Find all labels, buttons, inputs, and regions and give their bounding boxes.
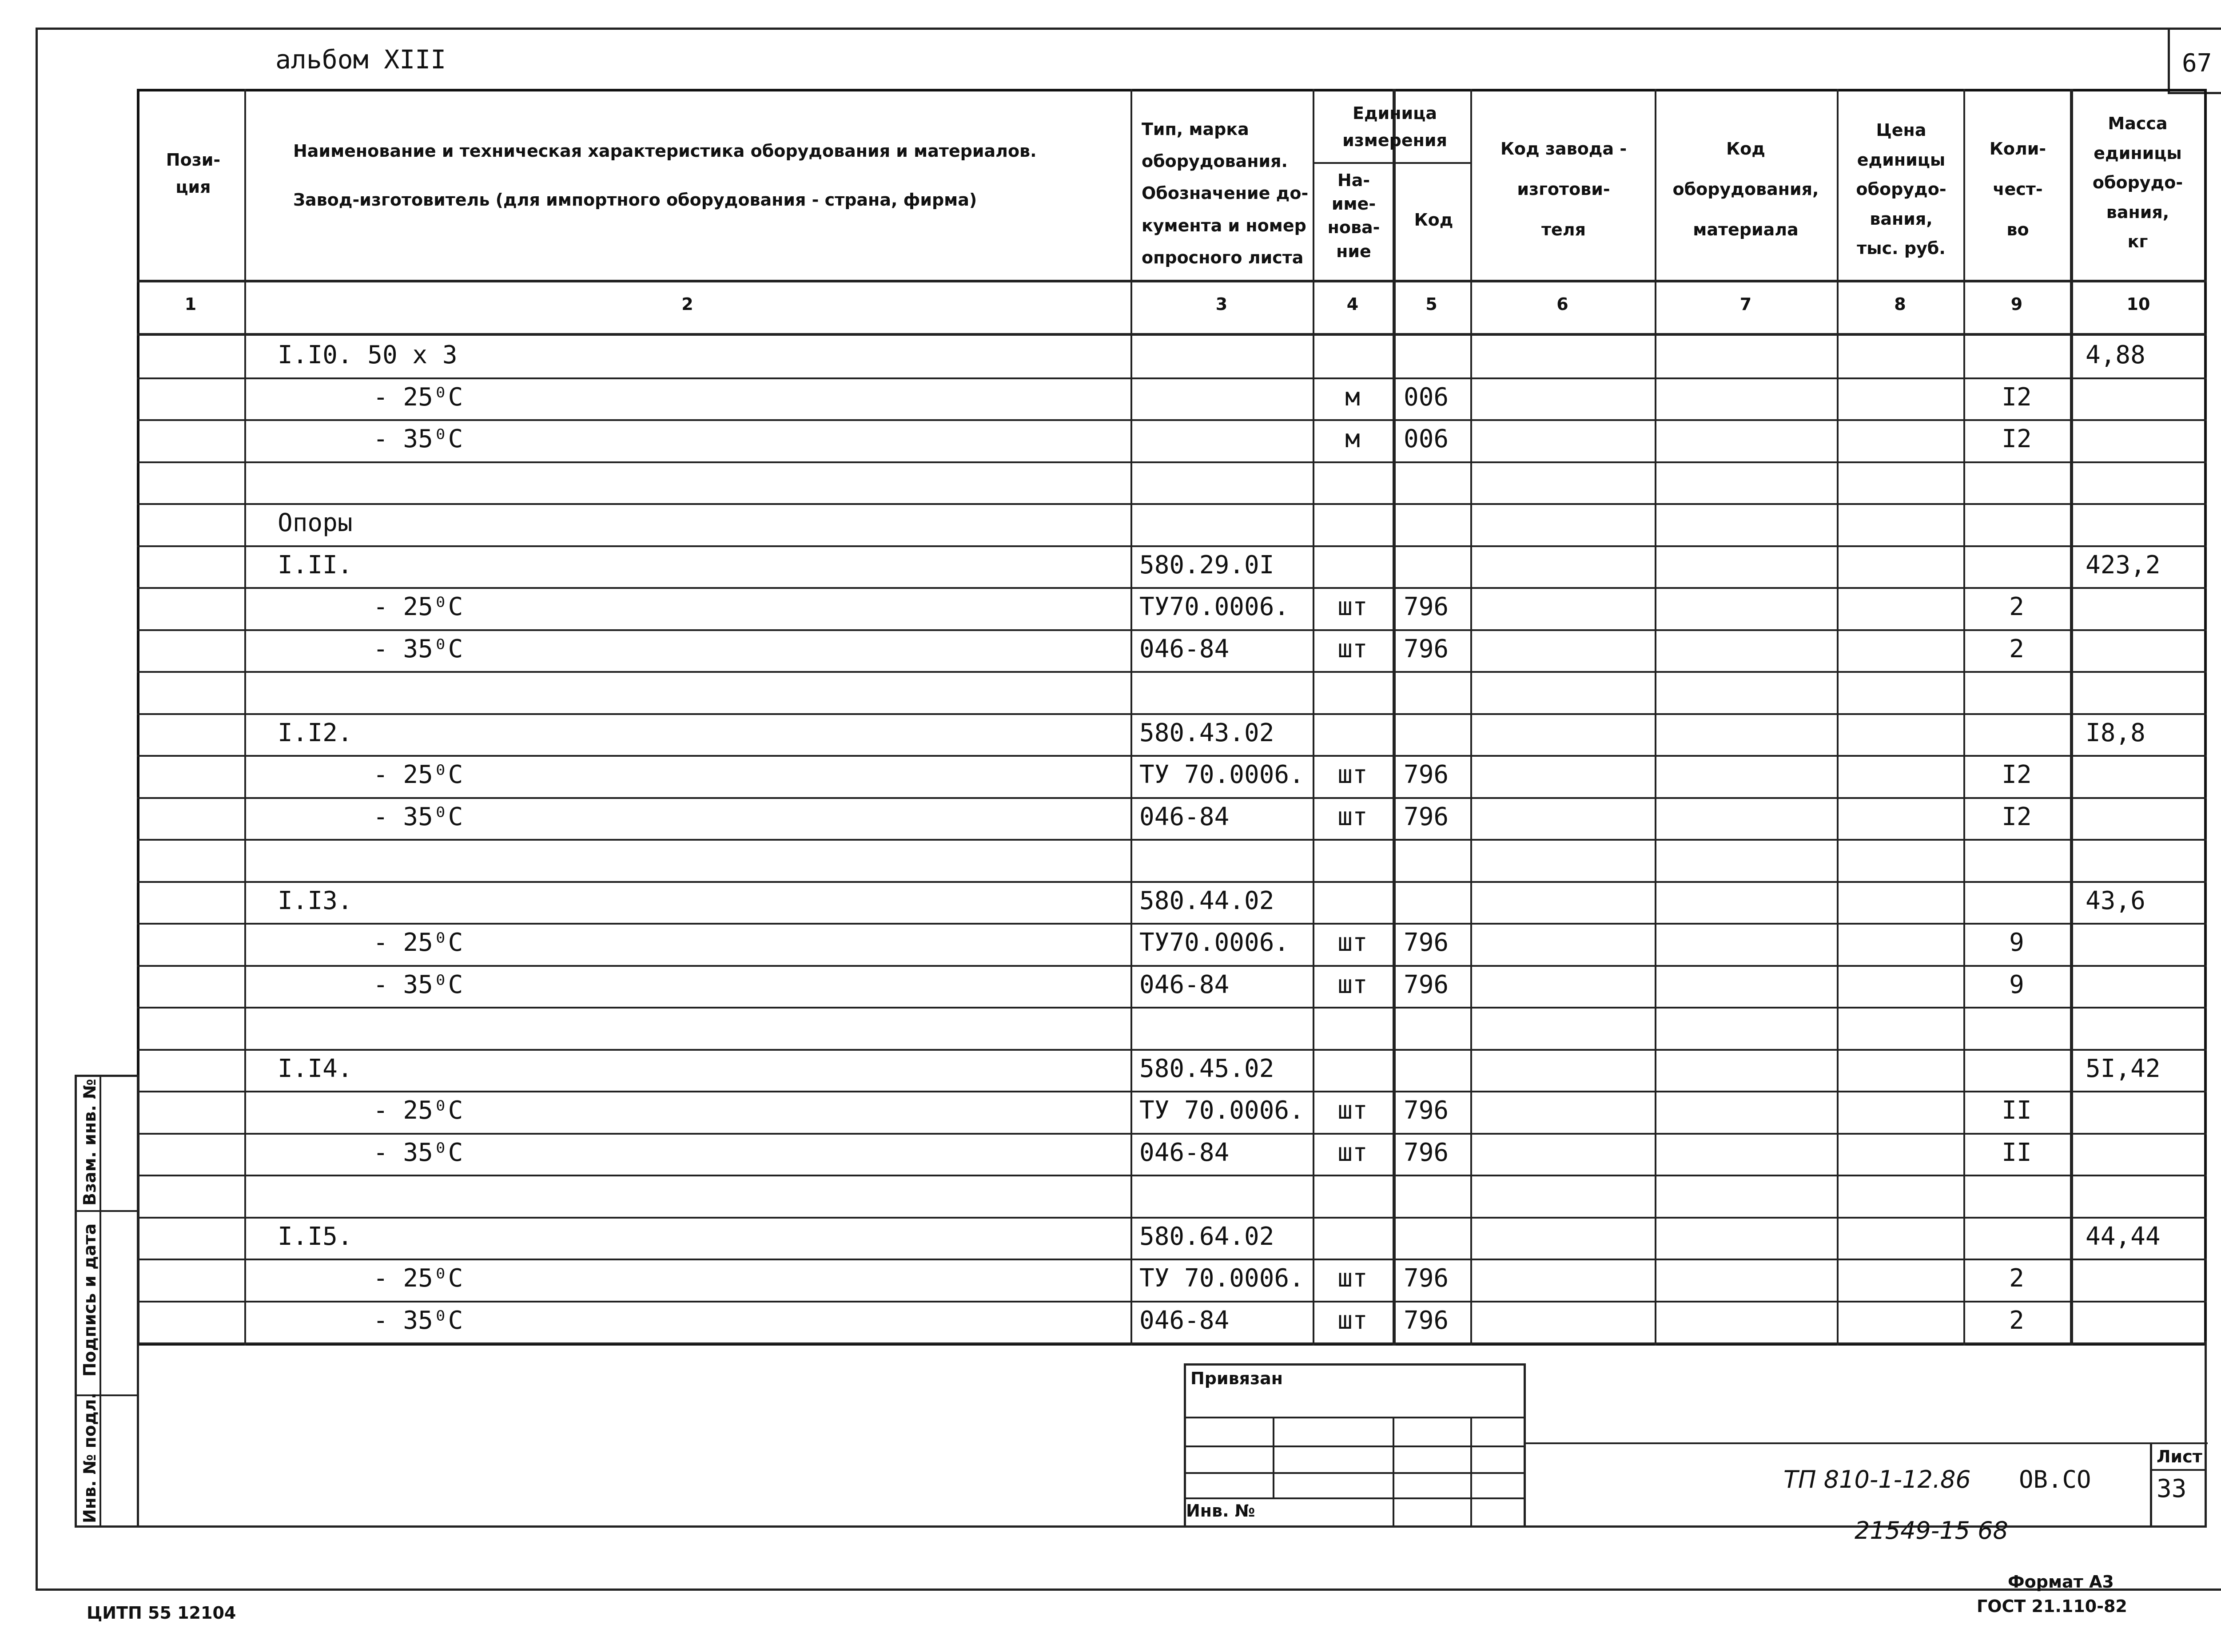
row-name: I.I0. 50 x 3 — [278, 341, 458, 369]
col-number: 9 — [2010, 294, 2023, 314]
row-unit-code: 006 — [1404, 382, 1449, 412]
row-type: 046-84 — [1139, 634, 1230, 663]
col-qty-header: Коли- чест- во — [1989, 139, 2046, 240]
album-title: альбом XIII — [275, 44, 446, 75]
row-type: ТУ70.0006. — [1139, 928, 1290, 957]
col-number: 2 — [681, 294, 693, 314]
title-block — [137, 1341, 2207, 1528]
row-type: 046-84 — [1139, 802, 1230, 831]
row-unit-code: 796 — [1404, 970, 1449, 999]
row-type: 046-84 — [1139, 970, 1230, 999]
row-name: - 25⁰С — [373, 382, 463, 412]
row-name: - 25⁰С — [373, 1096, 463, 1125]
row-qty: I2 — [2002, 425, 2032, 453]
row-unit-code: 796 — [1404, 592, 1449, 621]
row-name: - 25⁰С — [373, 928, 463, 957]
row-mass: 43,6 — [2086, 886, 2145, 915]
row-name: - 35⁰С — [373, 802, 463, 831]
row-qty: 2 — [2009, 1306, 2024, 1335]
col-number: 5 — [1425, 294, 1437, 314]
col-name-header-1: Наименование и техническая характеристика оборудования и материалов. — [293, 141, 1037, 161]
row-name: - 35⁰С — [373, 425, 463, 453]
col-type-header: Тип, марка оборудования. Обозначение до- кумента и номер опросного листа — [1142, 119, 1309, 267]
format-label: Формат А3 — [2008, 1572, 2114, 1592]
col-unit-header: Единица измерения — [1342, 103, 1447, 150]
row-unit: шт — [1337, 1138, 1368, 1167]
row-type: ТУ70.0006. — [1139, 592, 1290, 621]
row-unit-code: 796 — [1404, 1138, 1449, 1167]
col-number: 8 — [1894, 294, 1906, 314]
side-label-inv-podl: Инв. № подл. — [80, 1392, 100, 1523]
row-unit-code: 796 — [1404, 802, 1449, 831]
sheet-label: Лист — [2157, 1447, 2202, 1466]
row-type: 580.29.0I — [1139, 550, 1274, 580]
col-unit-name-header: На- име- нова- ние — [1327, 171, 1380, 261]
row-type: 580.43.02 — [1139, 718, 1274, 747]
row-unit: шт — [1337, 592, 1368, 621]
row-qty: 2 — [2009, 1264, 2024, 1293]
row-qty: 2 — [2009, 634, 2024, 663]
row-mass: 5I,42 — [2086, 1054, 2161, 1083]
row-unit: шт — [1337, 928, 1368, 957]
row-name: I.I2. — [278, 718, 353, 747]
row-unit: м — [1345, 382, 1360, 412]
col-name-header-2: Завод-изготовитель (для импортного оборудования - страна, фирма) — [293, 190, 977, 210]
row-type: ТУ 70.0006. — [1139, 1096, 1304, 1125]
row-unit: шт — [1337, 970, 1368, 999]
row-name: - 25⁰С — [373, 1264, 463, 1293]
row-unit-code: 796 — [1404, 1264, 1449, 1293]
row-type: ТУ 70.0006. — [1139, 1264, 1304, 1293]
row-qty: I2 — [2002, 802, 2032, 831]
col-pos-header: Пози- ция — [166, 150, 221, 197]
row-name: I.II. — [278, 550, 353, 580]
col-unit-code-header: Код — [1414, 210, 1453, 230]
row-unit-code: 796 — [1404, 928, 1449, 957]
row-qty: 2 — [2009, 592, 2024, 621]
row-unit-code: 796 — [1404, 1096, 1449, 1125]
row-unit: шт — [1337, 634, 1368, 663]
side-label-signature: Подпись и дата — [80, 1223, 100, 1377]
col-number: 4 — [1346, 294, 1359, 314]
row-type: 580.64.02 — [1139, 1222, 1274, 1251]
row-unit-code: 796 — [1404, 1306, 1449, 1335]
col-number: 10 — [2126, 294, 2150, 314]
inv-no-label: Инв. № — [1186, 1501, 1255, 1521]
row-unit: шт — [1337, 802, 1368, 831]
row-qty: II — [2002, 1138, 2032, 1167]
print-code: ЦИТП 55 12104 — [87, 1603, 236, 1623]
row-unit-code: 796 — [1404, 760, 1449, 789]
sheet-number: 33 — [2157, 1474, 2187, 1503]
row-mass: I8,8 — [2086, 718, 2145, 747]
row-type: 580.44.02 — [1139, 886, 1274, 915]
row-unit: шт — [1337, 1096, 1368, 1125]
row-type: ТУ 70.0006. — [1139, 760, 1304, 789]
row-mass: 423,2 — [2086, 550, 2161, 580]
col-number: 3 — [1215, 294, 1228, 314]
row-qty: I2 — [2002, 760, 2032, 789]
row-qty: 9 — [2009, 970, 2024, 999]
row-type: 046-84 — [1139, 1138, 1230, 1167]
handwritten-number: 21549-15 68 — [1855, 1517, 2008, 1545]
row-qty: 9 — [2009, 928, 2024, 957]
row-qty: I2 — [2002, 382, 2032, 412]
row-name: - 35⁰С — [373, 1138, 463, 1167]
doc-suffix: ОВ.СО — [2019, 1465, 2091, 1493]
row-mass: 44,44 — [2086, 1222, 2161, 1251]
col-number: 1 — [184, 294, 197, 314]
row-name: - 25⁰С — [373, 592, 463, 621]
row-type: 046-84 — [1139, 1306, 1230, 1335]
row-name: I.I4. — [278, 1054, 353, 1083]
page-number: 67 — [2182, 49, 2212, 78]
row-type: 580.45.02 — [1139, 1054, 1274, 1083]
gost-label: ГОСТ 21.110-82 — [1977, 1596, 2127, 1616]
row-unit: шт — [1337, 760, 1368, 789]
row-name: - 25⁰С — [373, 760, 463, 789]
col-equip-code-header: Код оборудования, материала — [1672, 139, 1819, 240]
row-mass: 4,88 — [2086, 341, 2145, 369]
row-name: Опоры — [278, 508, 353, 537]
row-name: - 35⁰С — [373, 634, 463, 663]
col-price-header: Цена единицы оборудо- вания, тыс. руб. — [1856, 120, 1946, 258]
row-unit: шт — [1337, 1264, 1368, 1293]
col-plant-code-header: Код завода - изготови- теля — [1500, 139, 1627, 240]
row-name: I.I3. — [278, 886, 353, 915]
col-number: 7 — [1739, 294, 1752, 314]
privyazan-label: Привязан — [1190, 1369, 1283, 1388]
col-number: 6 — [1556, 294, 1568, 314]
row-unit: шт — [1337, 1306, 1368, 1335]
row-name: I.I5. — [278, 1222, 353, 1251]
row-name: - 35⁰С — [373, 970, 463, 999]
col-mass-header: Масса единицы оборудо- вания, кг — [2092, 114, 2183, 251]
row-unit-code: 006 — [1404, 425, 1449, 453]
row-unit: м — [1345, 425, 1360, 453]
row-unit-code: 796 — [1404, 634, 1449, 663]
row-name: - 35⁰С — [373, 1306, 463, 1335]
doc-code: ТП 810-1-12.86 — [1783, 1465, 1971, 1493]
row-qty: II — [2002, 1096, 2032, 1125]
side-label-inv-zam: Взам. инв. № — [80, 1079, 100, 1206]
